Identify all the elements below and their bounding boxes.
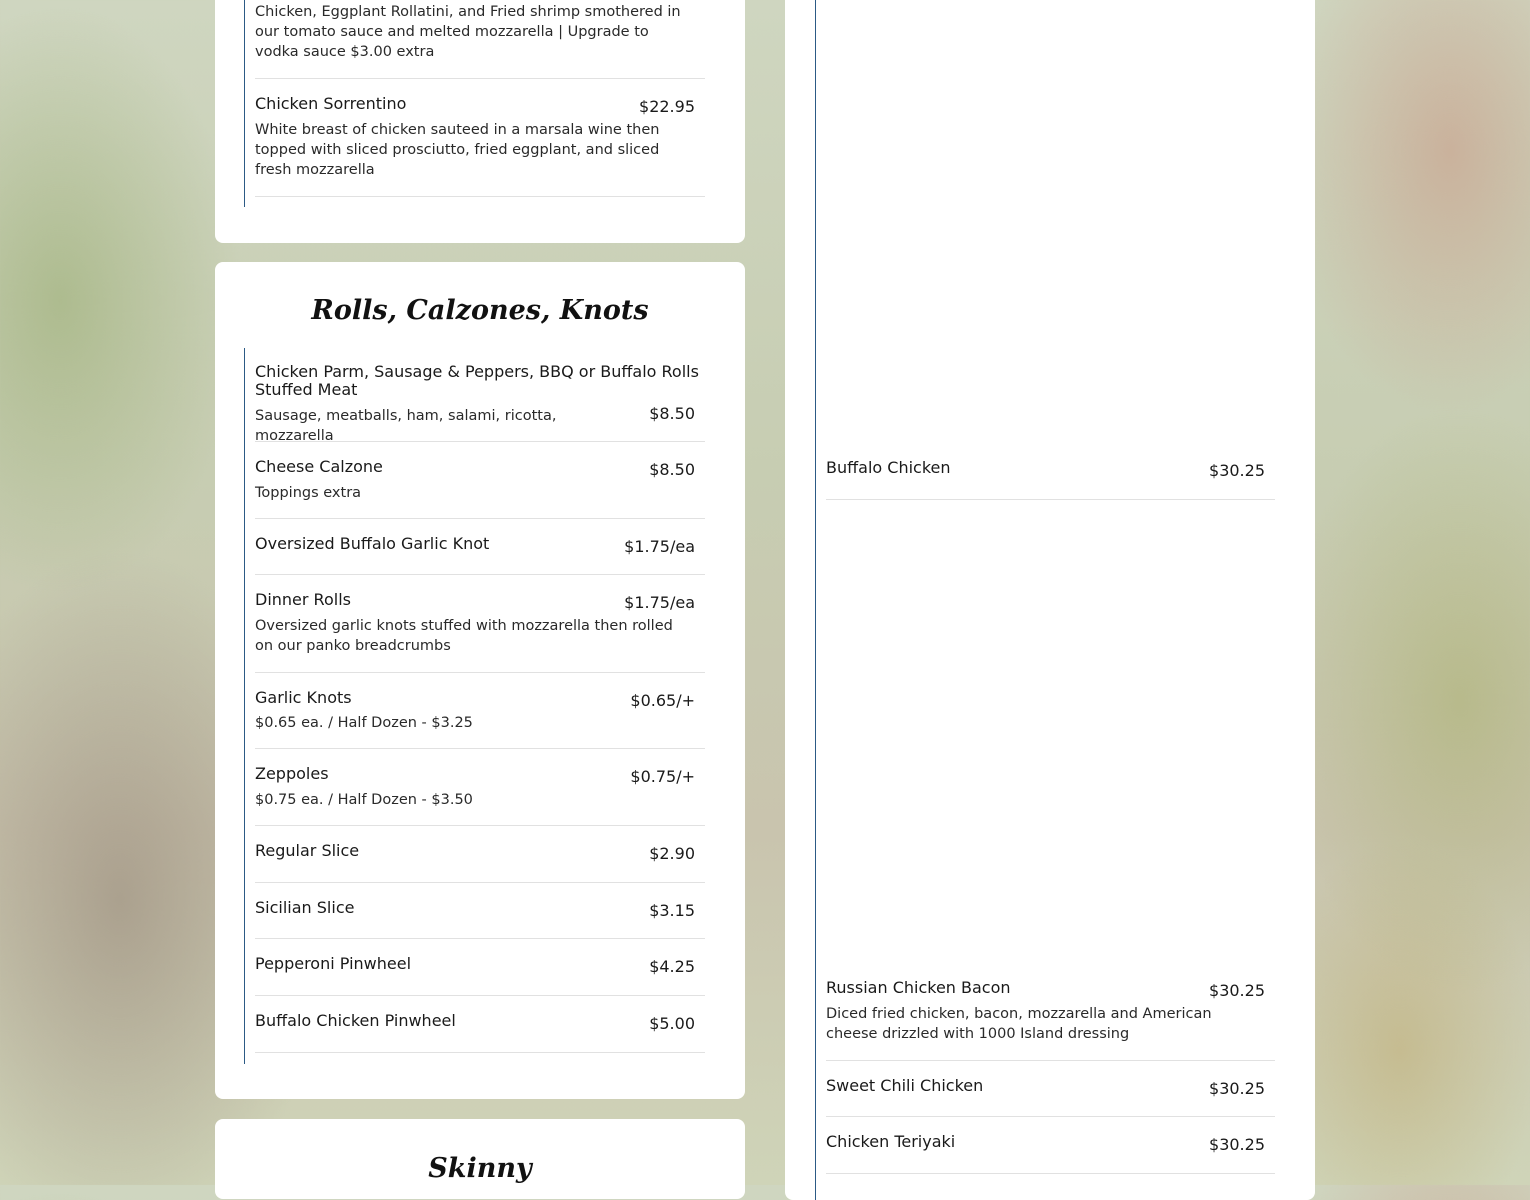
item-price: $2.90 [649,844,695,863]
menu-list [244,0,705,207]
menu-item[interactable] [255,442,705,519]
item-price: $30.25 [1209,1079,1265,1098]
item-price: $30.25 [1209,1135,1265,1154]
item-price: $22.95 [639,97,695,116]
menu-list [815,0,1276,1200]
item-price: $1.75/ea [624,537,695,556]
menu-item[interactable] [826,443,1275,500]
menu-item[interactable] [255,939,705,996]
item-name: Zeppoles [255,764,329,783]
menu-item[interactable] [255,348,705,442]
section-title: Skinny [428,1153,532,1184]
menu-item[interactable] [255,79,705,197]
item-name: Oversized Buffalo Garlic Knot [255,534,490,553]
item-name: Pepperoni Pinwheel [255,954,412,973]
item-name: Sicilian Slice [255,898,355,917]
menu-card-chicken [215,0,745,243]
menu-item[interactable] [826,1061,1275,1117]
menu-card-skinny [215,1119,745,1199]
menu-item[interactable] [826,1117,1275,1174]
item-price: $4.25 [649,957,695,976]
item-description: Oversized garlic knots stuffed with mozzarella then rolled on our panko breadcrumbs [255,618,673,654]
menu-item[interactable] [255,575,705,673]
item-price: $3.15 [649,901,695,920]
item-description: Diced fried chicken, bacon, mozzarella and American cheese drizzled with 1000 Island dressing [826,1006,1212,1042]
item-name: Chicken Sorrentino [255,94,407,113]
item-price: $1.75/ea [624,593,695,612]
menu-card-rolls-calzones-knots [215,262,745,1099]
item-price: $0.65/+ [630,691,695,710]
item-description: Toppings extra [255,485,362,501]
menu-item[interactable] [255,996,705,1053]
item-name: Buffalo Chicken Pinwheel [255,1011,456,1030]
item-description: $0.65 ea. / Half Dozen - $3.25 [255,715,473,731]
item-name: Dinner Rolls [255,590,351,609]
menu-item[interactable] [826,963,1275,1061]
menu-item[interactable] [255,0,705,79]
item-description: $0.75 ea. / Half Dozen - $3.50 [255,792,473,808]
item-name: Cheese Calzone [255,457,383,476]
item-name: Russian Chicken Bacon [826,978,1011,997]
item-description: White breast of chicken sauteed in a marsala wine then topped with sliced prosciutto, fried eggplant, and sliced fresh mozzarella [255,122,660,178]
menu-item[interactable] [255,519,705,575]
item-name: Buffalo Chicken [826,458,951,477]
item-price: $30.25 [1209,981,1265,1000]
menu-item[interactable] [255,749,705,826]
item-price: $30.25 [1209,461,1265,480]
item-price: $8.50 [649,404,695,423]
item-price: $5.00 [649,1014,695,1033]
item-name: Chicken Teriyaki [826,1132,956,1151]
menu-item[interactable] [255,673,705,749]
item-name: Garlic Knots [255,688,352,707]
menu-item[interactable] [255,826,705,883]
item-description: Chicken, Eggplant Rollatini, and Fried shrimp smothered in our tomato sauce and melted mozzarella | Upgrade to vodka sauce $3.00 extra [255,4,681,60]
menu-list [244,348,705,1064]
item-name: Sweet Chili Chicken [826,1076,984,1095]
menu-card-right [785,0,1315,1200]
section-title: Rolls, Calzones, Knots [311,295,649,326]
item-price: $8.50 [649,460,695,479]
item-name: Regular Slice [255,841,360,860]
item-description: Sausage, meatballs, ham, salami, ricotta, mozzarella [255,408,557,444]
menu-item[interactable] [255,883,705,939]
item-name: Chicken Parm, Sausage & Peppers, BBQ or Buffalo Rolls Stuffed Meat [255,362,699,399]
item-price: $0.75/+ [630,767,695,786]
